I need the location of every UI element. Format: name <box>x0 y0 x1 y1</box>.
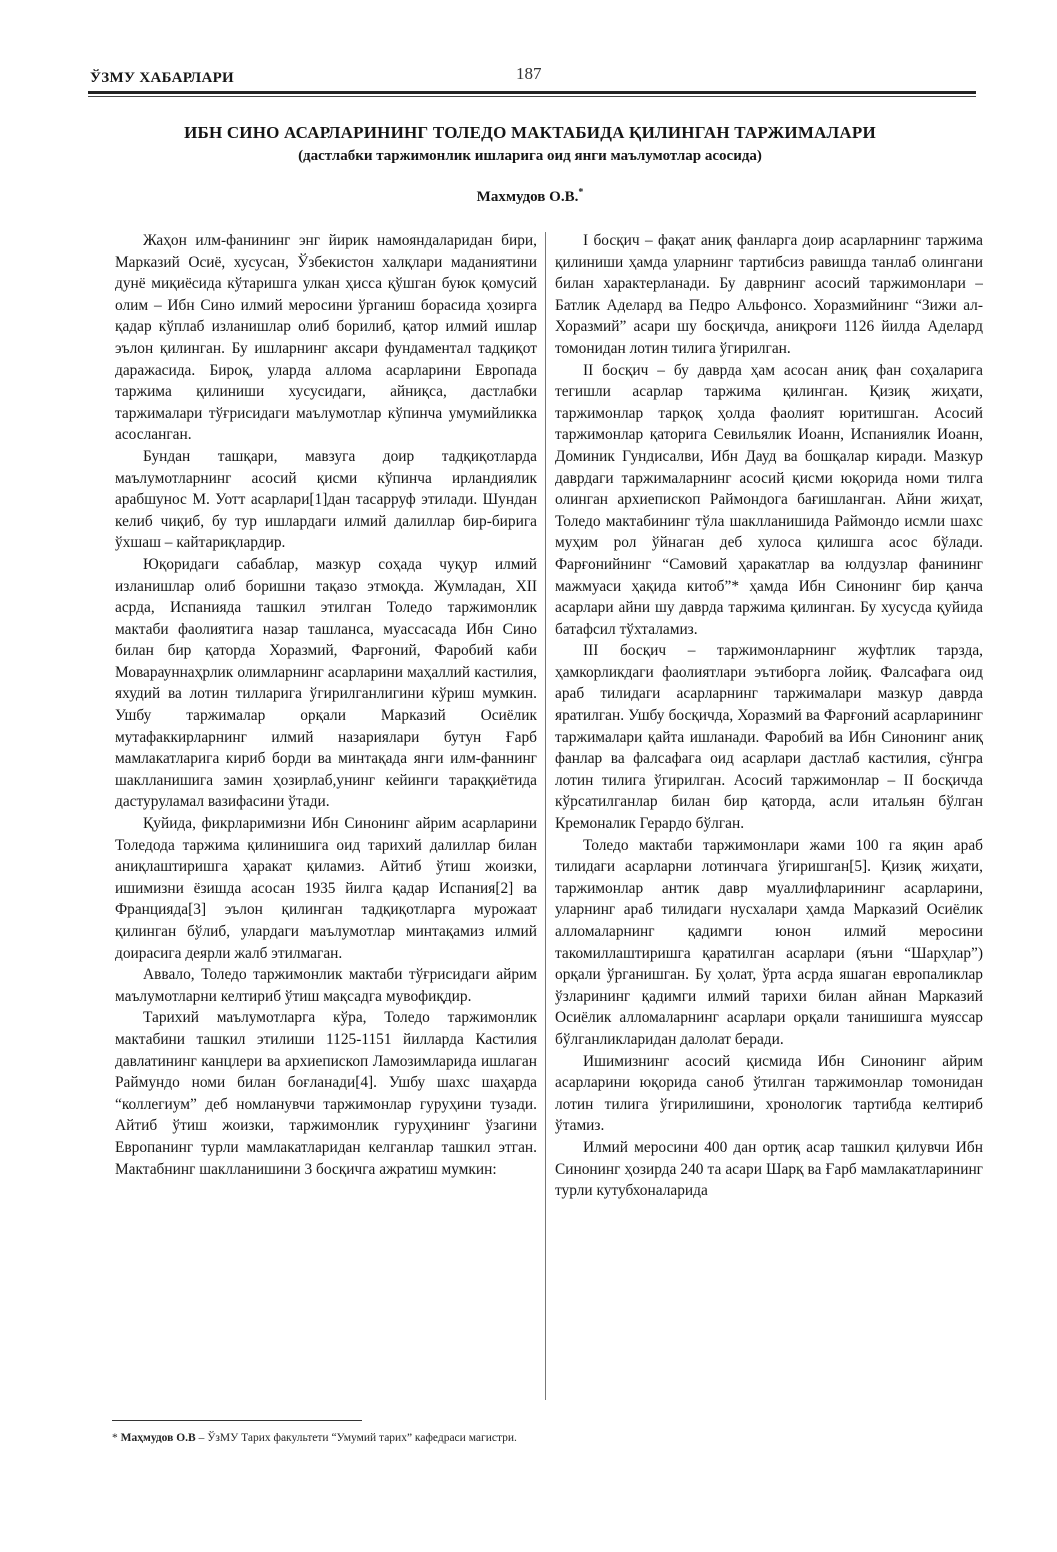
footnote-text: – ЎзМУ Тарих факультети “Умумий тарих” кафедраси магистри. <box>195 1432 517 1444</box>
paragraph: Қуйида, фикрларимизни Ибн Синонинг айрим асарларини Толедода таржима қилинишига оид тарихий далиллар билан аниқлаштиришга ҳаракат қиламиз. Айтиб ўтиш жоизки, ишимизни ёзишда асосан 1935 йилга қадар Испания[2] ва Францияда[3] эълон қилинган тадқиқотларга мурожаат қилинган бўлиб, улардаги маълумотлар минтақамиз илмий доирасига деярли жалб этилмаган. <box>115 815 537 962</box>
page-number: 187 <box>516 64 542 83</box>
article-author <box>100 187 960 206</box>
article-subtitle: (дастлабки таржимонлик ишларига оид янги маълумотлар асосида) <box>298 148 762 164</box>
paragraph: Толедо мактаби таржимонлари жами 100 га яқин араб тилидаги асарларни лотинчага ўгиришган[5]. Қизиқ жиҳати, таржимонлар антик давр муаллифларининг асарларини, уларнинг араб тилидаги нусхалари ҳамда Марказий Осиёлик алломаларнинг қадимги юнон илмий меросини такомиллаштиришга қаратилган асарлари (яъни “Шарҳлар”) орқали ўрганишган. Бу ҳолат, ўрта асрда яшаган европаликлар ўзларининг қадимги илмий тарихи билан айнан Марказий Осиёлик алломаларнинг асарлари орқали танишишга муяссар бўлганликларидан далолат беради. <box>555 836 983 1048</box>
header-rule <box>88 91 976 94</box>
paragraph: III босқич – таржимонларнинг жуфтлик тарзда, ҳамкорликдаги фаолиятлари эътиборга лойиқ. Фалсафага оид араб тилидаги асарларнинг таржималари мазкур даврда яратилган. Ушбу босқичда, Хоразмий ва Фарғоний асарларининг таржималари қайта ишланади. Фаробий ва Ибн Синонинг аниқ фанлар ва фалсафага оид асарлари дастлаб кастилия, сўнгра лотин тилига ўгирилган. Асосий таржимонлар – II босқичда кўрсатилганлар билан бир қаторда, асли итальян бўлган Кремоналик Герардо бўлган. <box>555 642 983 833</box>
paragraph: II босқич – бу даврда ҳам асосан аниқ фан соҳаларига тегишли асарлар таржима қилинган. Қизиқ жиҳати, таржимонлар тарқоқ ҳолда фаолият юритишган. Асосий таржимонлар қаторига Севильялик Иоанн, Испаниялик Иоанн, Доминик Гундисалви, Ибн Дауд ва бошқалар киради. Мазкур даврдаги таржималарнинг асосий қисми юқорида номи тилга олинган архиепископ Раймондога бағишланган. Айни жиҳат, Толедо мактабининг тўла шаклланишида Раймондо исмли шахс муҳим рол ўйнаган деб хулоса қилишга асос бўлади. Фарғонийнинг “Самовий ҳаракатлар ва юлдузлар фанининг мажмуаси ҳақида китоб”* ҳамда Ибн Синонинг бир қанча асарлари айни шу даврда таржима қилинган. Бу хусусда қуйида батафсил тўхталамиз. <box>555 361 983 638</box>
footnote-mark: * <box>112 1432 118 1444</box>
paragraph: I босқич – фақат аниқ фанларга доир асарларнинг таржима қилиниши ҳамда уларнинг тартибсиз равишда танлаб олингани билан характерланади. Бу даврнинг асосий таржимонлари – Батлик Аделард ва Педро Альфонсо. Хоразмийнинг “Зижи ал-Хоразмий” асари шу босқичда, аниқроғи 1126 йилда Аделард томонидан лотин тилига ўгирилган. <box>555 232 983 357</box>
author-footnote-mark: * <box>578 187 584 198</box>
right-column <box>555 230 983 1400</box>
paragraph: Жаҳон илм-фанининг энг йирик намояндаларидан бири, Марказий Осиё, хусусан, Ўзбекистон халқлари маданиятини дунё миқиёсида кўтаришга улкан ҳисса қўшган буюк қомусий олим – Ибн Сино илмий меросини ўрганиш борасида ҳозирга қадар кўплаб изланишлар олиб борилиб, қатор илмий ишлар эълон қилинган. Бу ишларнинг аксари фундаментал тадқиқот даражасида. Бироқ, уларда аллома асарларини Европада таржима қилиниши хусусидаги, айниқса, дастлабки таржималари тўғрисидаги маълумотлар кўпинча умумийликка асосланган. <box>115 232 537 444</box>
journal-name: ЎЗМУ ХАБАРЛАРИ <box>90 70 235 86</box>
footnote-rule <box>112 1420 362 1421</box>
paragraph: Илмий меросини 400 дан ортиқ асар ташкил қилувчи Ибн Синонинг ҳозирда 240 та асари Шарқ ва Ғарб мамлакатларининг турли кутубхоналарида <box>555 1138 983 1200</box>
footnote-name: Маҳмудов О.В <box>120 1432 196 1444</box>
paragraph: Бундан ташқари, мавзуга доир тадқиқотларда маълумотларнинг асосий қисми кўпинча ирландиялик арабшунос М. Уотт асарлари[1]дан тасарруф этилади. Шундан келиб чиқиб, бу тур ишлардаги илмий далиллар бир-бирига ўхшаш – кайтариқлардир. <box>115 447 537 552</box>
column-divider <box>545 232 546 1400</box>
paragraph: Тарихий маълумотларга кўра, Толедо таржимонлик мактабини ташкил этилиши 1125-1151 йилларда Кастилия давлатининг канцлери ва архиепископ Ламозимларида ишлаган Раймундо номи билан боғланади[4]. Ушбу шахс шаҳарда “коллегиум” деб номланувчи таржимонлар гуруҳини тузади. Айтиб ўтиш жоизки, таржимонлик гуруҳининг ўзагини Европанинг турли мамлакатларидан келганлар ташкил этган. Мактабнинг шаклланишини 3 босқичга ажратиш мумкин: <box>115 1009 537 1178</box>
paragraph: Аввало, Толедо таржимонлик мактаби тўғрисидаги айрим маълумотларни келтириб ўтиш мақсадга мувофиқдир. <box>115 966 537 1005</box>
running-header <box>88 64 976 88</box>
header-rule-thin <box>88 96 976 97</box>
paragraph: Юқоридаги сабаблар, мазкур соҳада чуқур илмий изланишлар олиб боришни тақазо этмоқда. Жумладан, XII асрда, Испанияда ташкил этилган Толедо таржимонлик мактаби фаолиятига назар ташланса, муассасада Ибн Сино билан бир қаторда Хоразмий, Фарғоний, Фаробий каби Моварауннаҳрлик олимларнинг асарларини маҳаллий кастилия, яхудий ва лотин тилларига ўгирилганлигини кўриш мумкин. Ушбу таржималар орқали Марказий Осиёлик мутафаккирларнинг илмий назариялари бутун Ғарб мамлакатларига кириб борди ва минтақада янги илм-фаннинг шаклланишига замин ҳозирлаб,унинг кейинги тараққиётида дастуруламал вазифасини ўтади. <box>115 555 537 811</box>
paragraph: Ишимизнинг асосий қисмида Ибн Синонинг айрим асарларини юқорида саноб ўтилган таржимонлар томонидан лотин тилига ўгирилишини, хронологик тартибда келтириб ўтамиз. <box>555 1052 983 1135</box>
left-column <box>115 230 537 1400</box>
article-title: ИБН СИНО АСАРЛАРИНИНГ ТОЛЕДО МАКТАБИДА ҚИЛИНГАН ТАРЖИМАЛАРИ <box>184 123 876 142</box>
author-name: Махмудов О.В. <box>476 189 579 205</box>
footnote <box>112 1432 972 1444</box>
